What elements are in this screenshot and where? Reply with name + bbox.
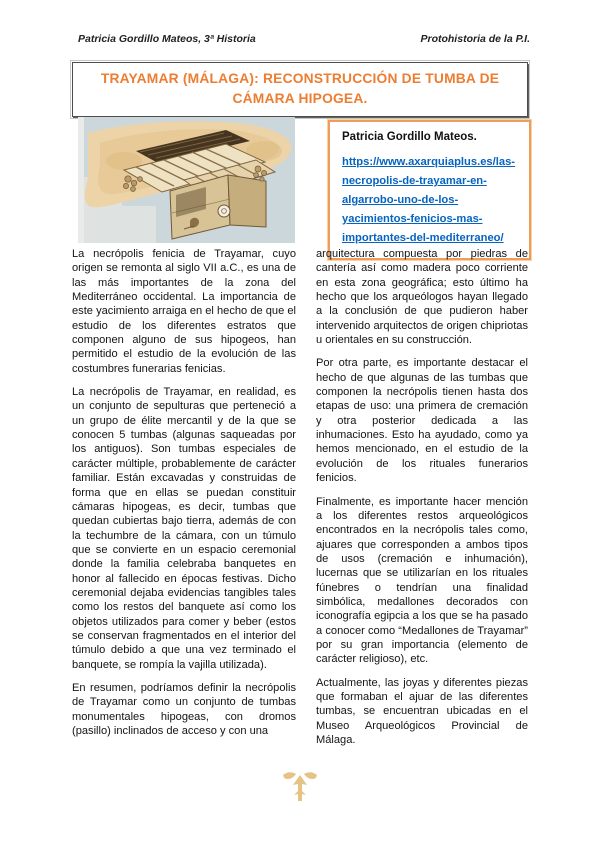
source-author: Patricia Gordillo Mateos. <box>342 131 477 143</box>
page-title: TRAYAMAR (MÁLAGA): RECONSTRUCCIÓN DE TUMBA DE CÁMARA HIPOGEA. <box>100 71 500 106</box>
paragraph: Por otra parte, es importante destacar el hecho de que algunas de las tumbas que componen la necrópolis tienen hasta dos etapas de uso: una primera de cremación y otra posterior dedicada a las inhumaciones. Esto ha ayudado, como ya hemos mencionado, en el estudio de la evolución de los rituales funerarios fenicios. <box>316 357 528 485</box>
fleuron-glyph <box>281 771 319 803</box>
source-link[interactable]: https://www.axarquiaplus.es/las-necropolis-de-trayamar-en-algarrobo-uno-de-los-yacimientos-fenicios-mas-importantes-del-mediterraneo/ <box>342 156 516 244</box>
title-box <box>72 62 528 117</box>
article-left-column <box>72 247 296 738</box>
header-course: Protohistoria de la P.I. <box>420 33 530 45</box>
tomb-reconstruction-drawing <box>78 117 295 243</box>
tomb-reconstruction-illustration <box>78 117 295 243</box>
paragraph: Actualmente, las joyas y diferentes piezas que formaban el ajuar de las diferentes tumbas, se encuentran ubicadas en el Museo Arqueológicos Provincial de Málaga. <box>316 676 528 746</box>
paragraph: La necrópolis de Trayamar, en realidad, es un conjunto de sepulturas que perteneció a un grupo de élite mercantil y de la que se conocen 5 tumbas (algunas saqueadas por los antiguos). Son tumbas especiales de carácter múltiple, probablemente de carácter familiar. Están excavadas y construidas de forma que en ellas se puedan constituir cámaras hipogeas, es decir, tumbas que quedan cubiertas bajo tierra, además de con la techumbre de la cámara, con un túmulo que se convierte en un espacio ceremonial donde la familia celebraba banquetes en honor al fallecido en épocas festivas. Dicho ceremonial dejaba evidencias tangibles tales como los restos del banquete así como los objetos utilizados para comer y beber (estos se conservan fragmentados en el interior del túmulo debido a que una vez terminado el banquete, se rompía la vajilla utilizada). <box>72 386 296 671</box>
paragraph: La necrópolis fenicia de Trayamar, cuyo origen se remonta al siglo VII a.C., es una de las más importantes de la zona del Mediterráneo occidental. La importancia de este yacimiento arraiga en el hecho de que el estudio de los diferentes estratos que componen alguno de sus hipogeos, han permitido el estudio de la evolución de las costumbres funerarias fenicias. <box>72 248 296 375</box>
source-box <box>328 120 531 260</box>
paragraph: arquitectura compuesta por piedras de cantería así como madera poco corriente en esta zona geográfica; esto último ha hecho que los arqueólogos hayan llegado a la conclusión de que pudieron haber intervenido arquitectos de origen chipriotas u orientales en su construcción. <box>316 248 528 347</box>
paragraph: Finalmente, es importante hacer mención a los diferentes restos arqueológicos encontrados en la necrópolis tales como, ajuares que corresponden a ambos tipos de usos (cremación e inhumación), lucernas que se utilizarían en los rituales fúnebres o tendrían una finalidad simbólica, medallones decorados con iconografía egipcia a los que se ha pasado a conocer como “Medallones de Trayamar” por su gran importancia (elemento de carácter religioso), etc. <box>316 495 528 666</box>
fleuron-ornament-icon <box>281 771 319 803</box>
paragraph: En resumen, podríamos definir la necrópolis de Trayamar como un conjunto de tumbas monumentales hipogeas, con dromos (pasillo) inclinados de acceso y con una <box>72 681 296 737</box>
article-right-column <box>316 247 528 747</box>
header-author: Patricia Gordillo Mateos, 3ª Historia <box>78 33 256 45</box>
page-header <box>78 33 530 45</box>
